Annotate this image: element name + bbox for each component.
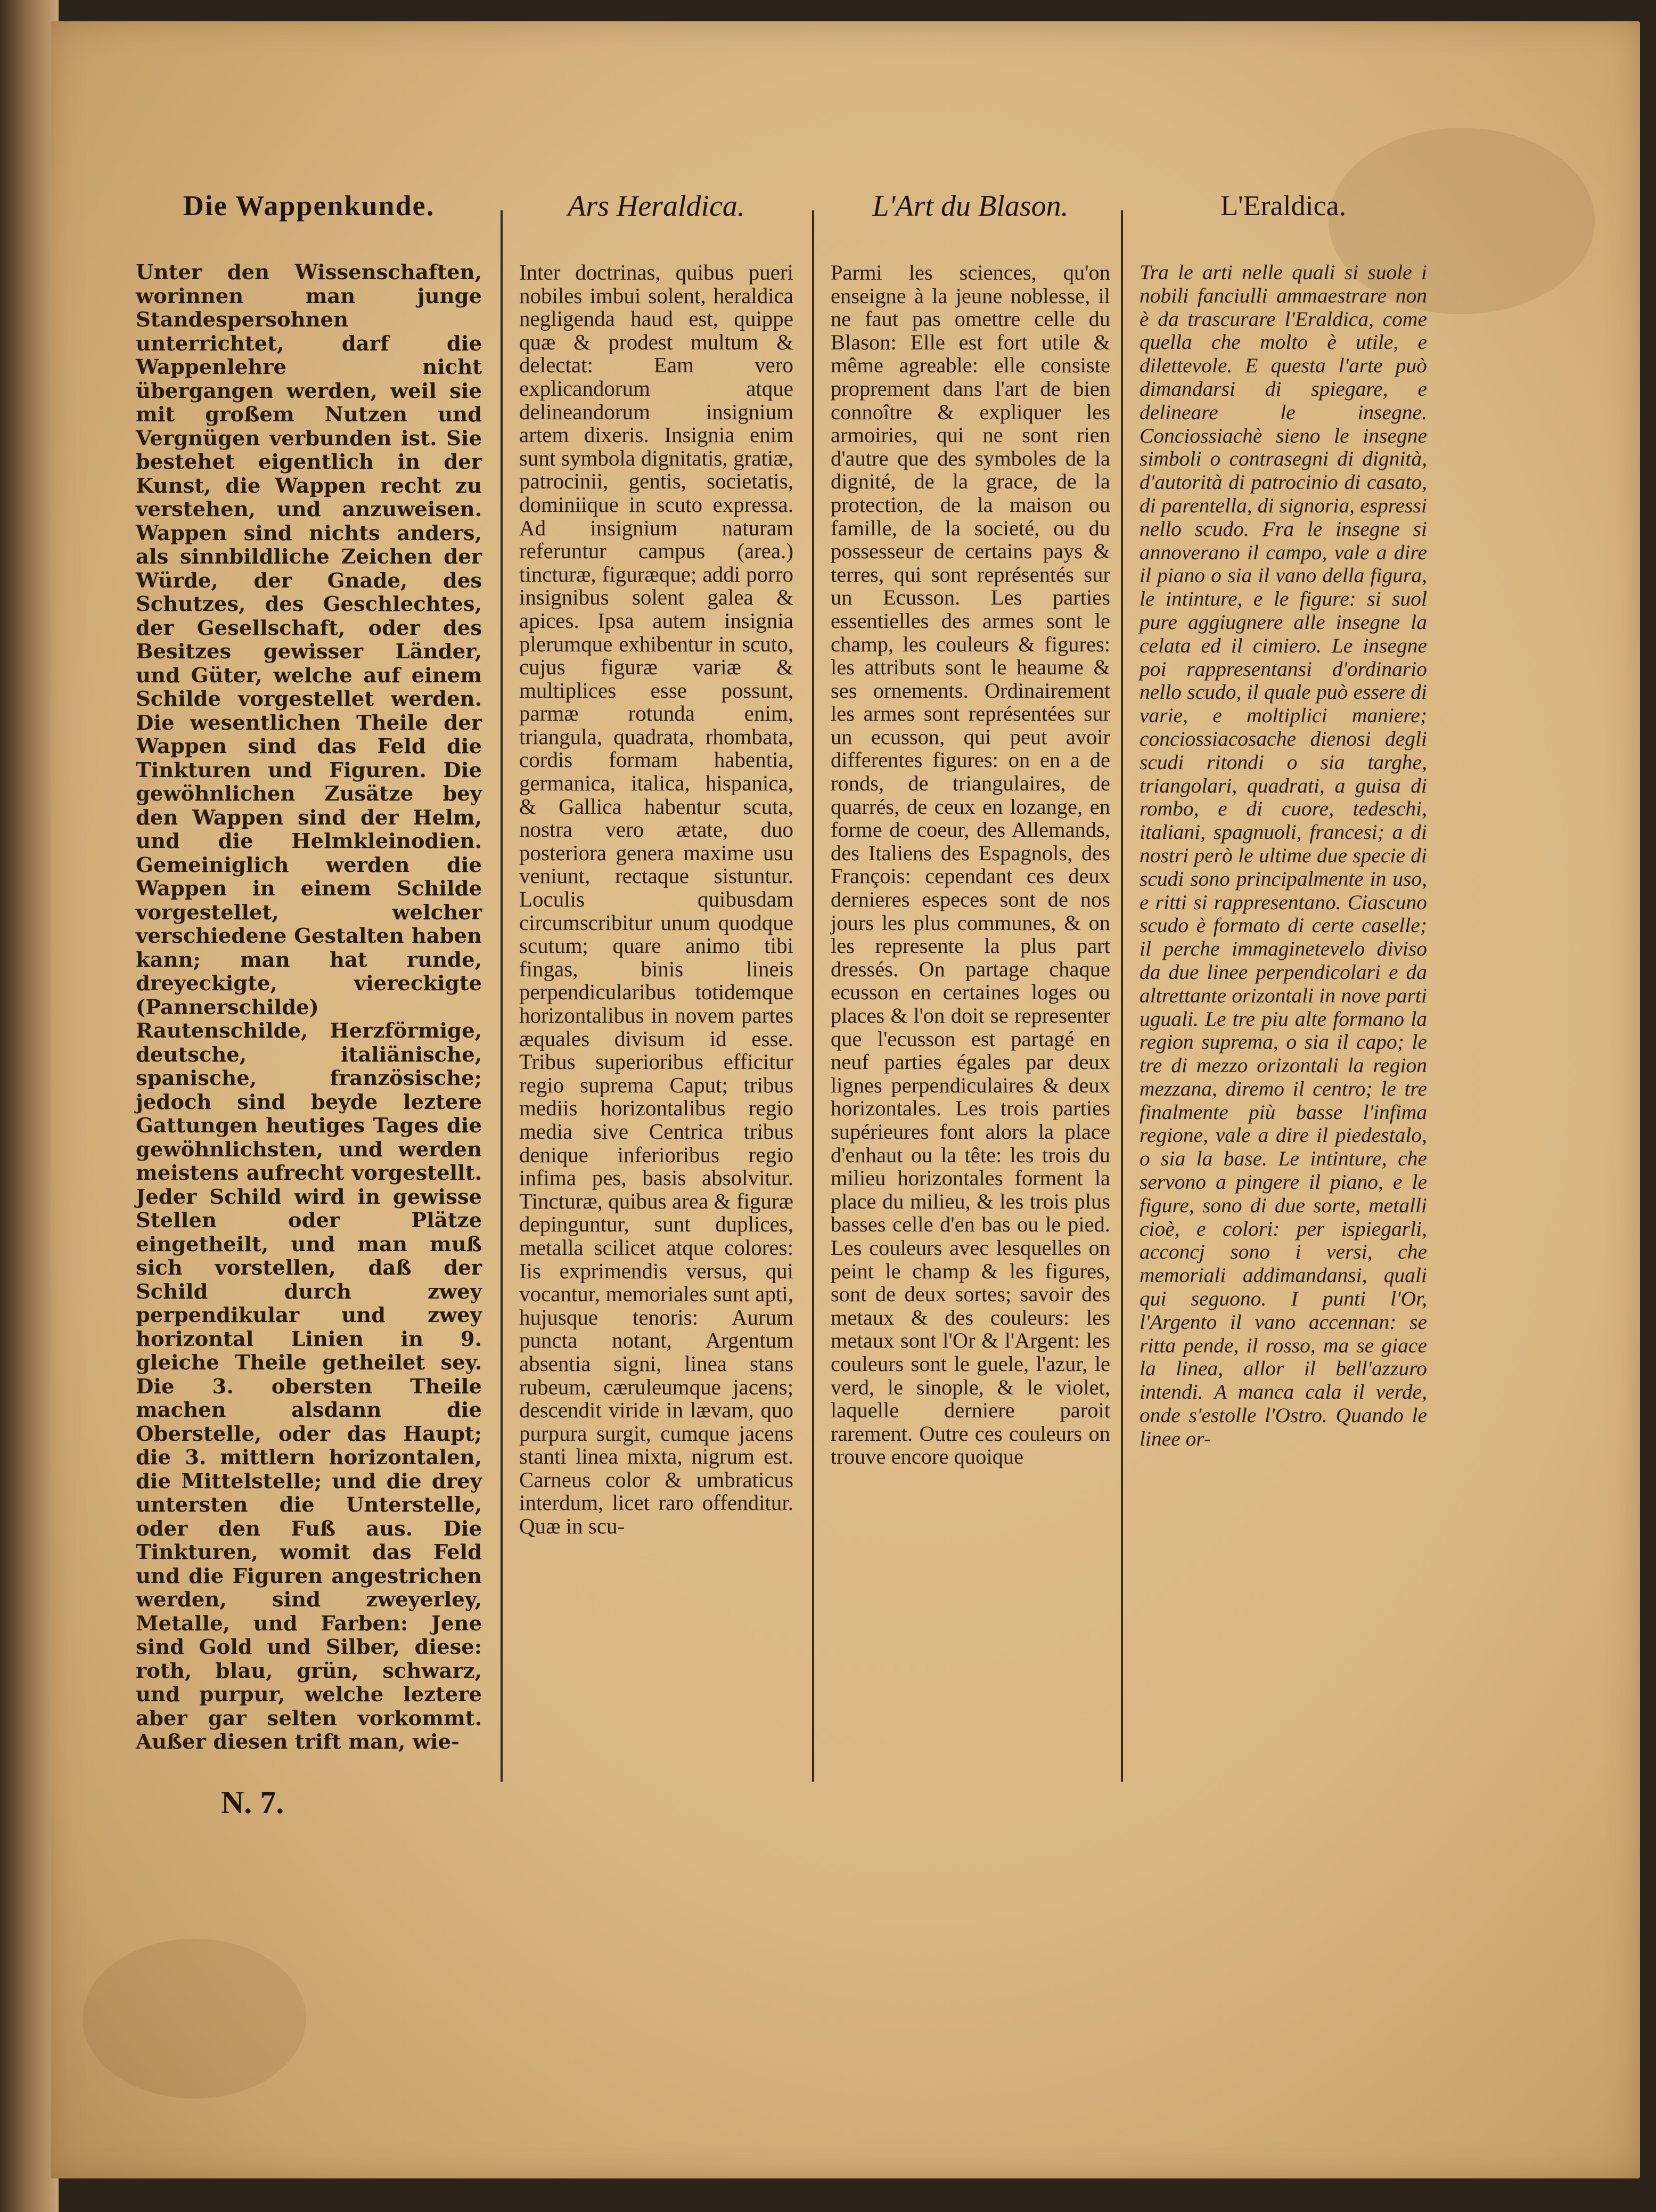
column-latin xyxy=(519,21,793,2178)
column-text: Tra le arti nelle quali si suole i nobili fanciulli ammaestrare non è da trascurare l'Eraldica, come quella che molto è utile, e dilettevole. E questa l'arte può dimandarsi di spiegare, e delineare le insegne. Conciossiachè sieno le insegne simboli o contrasegni di dignità, d'autorità di patrocinio di casato, di parentella, di signoria, espressi nello scudo. Fra le insegne si annoverano il campo, vale a dire il piano o sia il vano della figura, le intinture, e le figure: si suol pure aggiugnere alle insegne la celata ed il cimiero. Le insegne poi rappresentansi d'ordinario nello scudo, il quale può essere di varie, e moltiplici maniere; conciossiacosache dienosi degli scudi ritondi o sia targhe, triangolari, quadrati, a guisa di rombo, e di cuore, tedeschi, italiani, spagnuoli, francesi; a di nostri però le ultime due specie di scudi sono principalmente in uso, e ritti si rappresentano. Ciascuno scudo è formato di certe caselle; il perche immaginetevelo diviso da due linee perpendicolari e da altrettante orizontali in nove parti uguali. Le tre piu alte formano la region suprema, o sia il capo; le tre di mezzo orizontali la region mezzana, diremo il centro; le tre finalmente più basse l'infima regione, vale a dire il piedestalo, o sia la base. Le intinture, che servono a pingere il piano, e le figure, sono di due sorte, metalli cioè, e colori: per ispiegarli, acconcj sono i versi, che memoriali addimandansi, quali qui seguono. I punti l'Or, l'Argento il vano accennan: se ritta pende, il rosso, ma se giace la linea, allor il bell'azzuro intendi. A manca cala il verde, onde s'estolle l'Ostro. Quando le linee or- xyxy=(1139,260,1427,1450)
column-divider xyxy=(812,210,814,1782)
column-title: L'Art du Blason. xyxy=(872,190,1069,223)
book-gutter xyxy=(0,0,59,2212)
column-text: Parmi les sciences, qu'on enseigne à la jeune noblesse, il ne faut pas omettre celle du Blason: Elle est fort utile & même agreable: elle consiste proprement dans l'art de bien connoître & expliquer les armoiries, qui ne sont rien d'autre que des symboles de la dignité, de la grace, de la protection, de la maison ou famille, de la societé, ou du possesseur de certains pays & terres, qui sont représentés sur un Ecusson. Les parties essentielles des armes sont le champ, les couleurs & figures: les attributs sont le heaume & ses ornements. Ordinairement les armes sont représentées sur un ecusson, qui peut avoir differentes figures: on en a de ronds, de triangulaires, de quarrés, de ceux en lozange, en forme de coeur, des Allemands, des Italiens des Espagnols, des François: cependant ces deux dernieres especes sont de nos jours les plus communes, & on les represente la plus part dressés. On partage chaque ecusson en certaines loges ou places & l'on doit se representer que l'ecusson est partagé en neuf parties égales par deux lignes perpendiculaires & deux horizontales. Les trois parties supérieures font alors la place d'enhaut ou la tête: les trois du milieu horizontales forment la place du milieu, & les trois plus basses celle d'en bas ou le pied. Les couleurs avec lesquelles on peint le champ & les figures, sont de deux sortes; savoir des metaux & des couleurs: les metaux sont l'Or & l'Argent: les couleurs sont le guele, l'azur, le verd, le sinople, & le violet, laquelle derniere paroit rarement. Outre ces couleurs on trouve encore quoique xyxy=(831,260,1110,1469)
column-text: Unter den Wissenschaften, worinnen man junge Standespersohnen unterrichtet, darf die Wappenlehre nicht übergangen werden, weil sie mit großem Nutzen und Vergnügen verbunden ist. Sie bestehet eigentlich in der Kunst, die Wappen recht zu verstehen, und anzuweisen. Wappen sind nichts anders, als sinnbildliche Zeichen der Würde, der Gnade, des Schutzes, des Geschlechtes, der Gesellschaft, oder des Besitzes gewisser Länder, und Güter, welche auf einem Schilde vorgestellet werden. Die wesentlichen Theile der Wappen sind das Feld die Tinkturen und Figuren. Die gewöhnlichen Zusätze bey den Wappen sind der Helm, und die Helmkleinodien. Gemeiniglich werden die Wappen in einem Schilde vorgestellet, welcher verschiedene Gestalten haben kann; man hat runde, dreyeckigte, viereckigte (Pannerschilde) Rautenschilde, Herzförmige, deutsche, italiänische, spanische, französische; jedoch sind beyde leztere Gattungen heutiges Tages die gewöhnlichsten, und werden meistens aufrecht vorgestellt. Jeder Schild wird in gewisse Stellen oder Plätze eingetheilt, und man muß sich vorstellen, daß der Schild durch zwey perpendikular und zwey horizontal Linien in 9. gleiche Theile getheilet sey. Die 3. obersten Theile machen alsdann die Oberstelle, oder das Haupt; die 3. mittlern horizontalen, die Mittelstelle; und die drey untersten die Unterstelle, oder den Fuß aus. Die Tinkturen, womit das Feld und die Figuren angestrichen werden, sind zweyerley, Metalle, und Farben: Jene sind Gold und Silber, diese: roth, blau, grün, schwarz, und purpur, welche leztere aber gar selten vorkommt. Außer diesen trift man, wie- xyxy=(136,260,482,1754)
column-italian xyxy=(1139,21,1427,2178)
column-title: L'Eraldica. xyxy=(1220,190,1347,222)
column-divider xyxy=(1121,210,1123,1782)
column-divider xyxy=(501,210,503,1782)
column-text: Inter doctrinas, quibus pueri nobiles imbui solent, heraldica negligenda haud est, quippe quæ & prodest multum & delectat: Eam vero explicandorum atque delineandorum insignium artem dixeris. Insignia enim sunt symbola dignitatis, gratiæ, patrocinii, gentis, societatis, dominiique in scuto expressa. Ad insignium naturam referuntur campus (area.) tincturæ, figuræque; addi porro insignibus solent galea & apices. Ipsa autem insignia plerumque exhibentur in scuto, cujus figuræ variæ & multiplices esse possunt, parmæ rotunda enim, triangula, quadrata, rhombata, cordis formam habentia, germanica, italica, hispanica, & Gallica habentur scuta, nostra vero ætate, duo posteriora genera maxime usu veniunt, rectaque sistuntur. Loculis quibusdam circumscribitur unum quodque scutum; quare animo tibi fingas, binis lineis perpendicularibus totidemque horizontalibus in novem partes æquales divisum id esse. Tribus superioribus efficitur regio suprema Caput; tribus mediis horizontalibus regio media sive Centrica tribus denique inferioribus regio infima pes, basis absolvitur. Tincturæ, quibus area & figuræ depinguntur, sunt duplices, metalla scilicet atque colores: Iis exprimendis versus, qui vocantur, memoriales sunt apti, hujusque tenoris: Aurum puncta notant, Argentum absentia signi, linea stans rubeum, cæruleumque jacens; descendit viride in lævam, quo purpura surgit, cumque jacens stanti linea mixta, nigrum est. Carneus color & umbraticus interdum, licet raro offenditur. Quæ in scu- xyxy=(519,260,793,1539)
column-title: Die Wappenkunde. xyxy=(183,190,435,222)
column-french xyxy=(831,21,1110,2178)
signature-mark: N. 7. xyxy=(221,1785,284,1820)
column-german xyxy=(136,21,482,2178)
page xyxy=(51,21,1640,2178)
column-title: Ars Heraldica. xyxy=(568,190,745,223)
